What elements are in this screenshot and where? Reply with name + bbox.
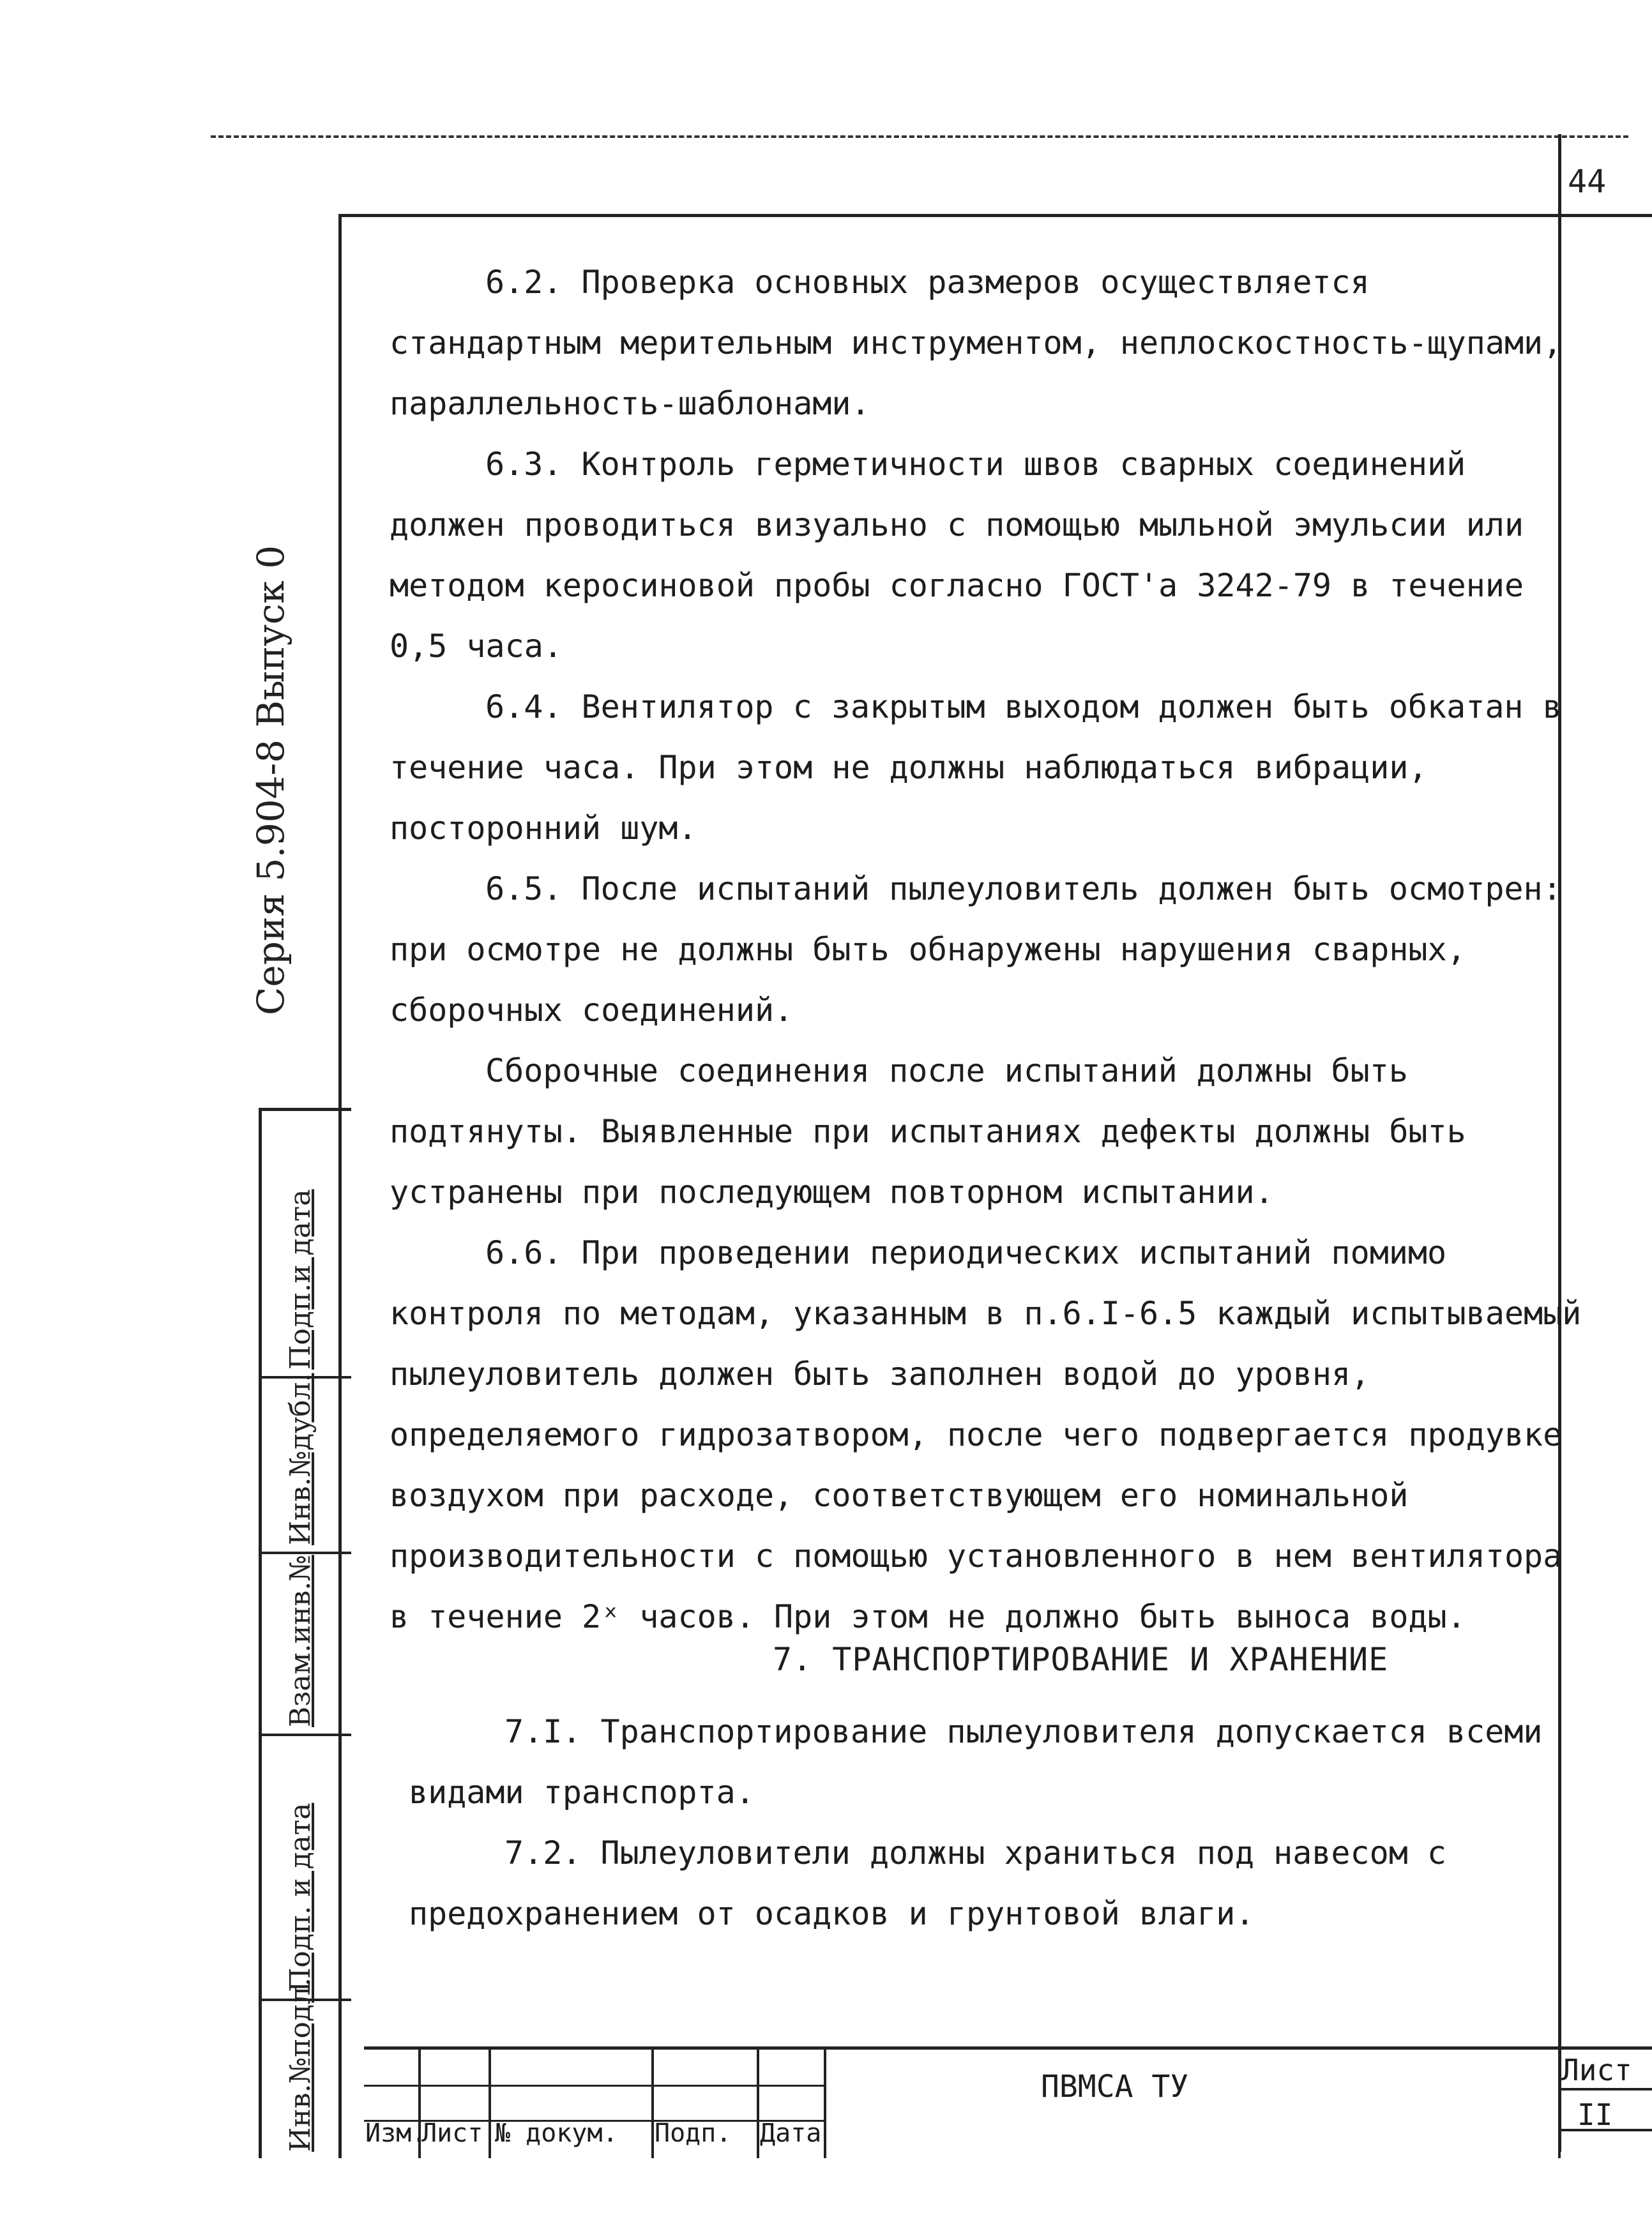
side-label-dup-inv: Инв.№дубл. xyxy=(284,1373,317,1545)
paragraph-7-2: 7.2. Пылеуловители должны храниться под навесом с предохранением от осадков и грунтовой влаги. xyxy=(409,1834,1447,1932)
stamp-col-date: Дата xyxy=(760,2119,822,2148)
stamp-col-sign: Подп. xyxy=(655,2119,732,2148)
page-number: 44 xyxy=(1568,163,1607,200)
document-code: ПВМСА ТУ xyxy=(1041,2069,1189,2105)
sheet-label: Лист xyxy=(1561,2053,1632,2087)
side-label-replace-inv: Взам.инв.№ xyxy=(284,1555,317,1727)
paragraph-6-4: 6.4. Вентилятор с закрытым выходом должен быть обкатан в течение часа. При этом не должны наблюдаться вибрации, посторонний шум. xyxy=(390,688,1562,847)
paragraph-assembly: Сборочные соединения после испытаний должны быть подтянуты. Выявленные при испытаниях дефекты должны быть устранены при последующем повторном испытании. xyxy=(390,1052,1466,1211)
side-label-sign-date: Подп.и дата xyxy=(284,1189,317,1370)
side-label-orig-inv: Инв.№подл. xyxy=(284,1977,317,2152)
stamp-col-line xyxy=(824,2050,826,2158)
stamp-col-line xyxy=(651,2050,654,2158)
sheet-number: II xyxy=(1577,2098,1613,2132)
paragraph-6-3: 6.3. Контроль герметичности швов сварных соединений должен проводиться визуально с помощью мыльной эмульсии или методом керосиновой пробы согласно ГОСТ'а 3242-79 в течение 0,5 часа. xyxy=(390,446,1524,665)
paragraph-6-6: 6.6. При проведении периодических испытаний помимо контроля по методам, указанным в п.6.I-6.5 каждый испытываемый пылеуловитель должен быть заполнен водой до уровня, определяемого гидрозатвором, после чего подвергается продувке воздухом при расходе, соответствующем его номинальной производительности с помощью установленного в нем вентилятора в течение 2ˣ часов. При этом не должно быть выноса воды. xyxy=(390,1234,1582,1635)
section-7-text xyxy=(409,1702,1596,1944)
side-label-sign-date-2: Подп. и дата xyxy=(284,1803,317,1992)
stamp-col-sheet: Лист xyxy=(421,2119,483,2148)
stamp-col-line xyxy=(757,2050,759,2158)
paragraph-6-5: 6.5. После испытаний пылеуловитель должен быть осмотрен: при осмотре не должны быть обнаружены нарушения сварных, сборочных соединений. xyxy=(390,870,1562,1029)
side-stamp-table xyxy=(259,1108,351,2158)
page-number-box xyxy=(1558,134,1652,217)
top-dashed-line xyxy=(211,135,1628,138)
section-6-text xyxy=(390,252,1590,1647)
stamp-col-doc: № докум. xyxy=(495,2119,618,2148)
stamp-col-change: Изм. xyxy=(365,2119,427,2148)
series-label: Серия 5.904-8 Выпуск 0 xyxy=(249,545,292,1015)
paragraph-7-1: 7.I. Транспортирование пылеуловителя допускается всеми видами транспорта. xyxy=(409,1713,1543,1811)
paragraph-6-2: 6.2. Проверка основных размеров осуществляется стандартным мерительным инструментом, неплоскостность-щупами, параллельность-шаблонами. xyxy=(390,264,1563,422)
section-7-heading: 7. ТРАНСПОРТИРОВАНИЕ И ХРАНЕНИЕ xyxy=(773,1641,1389,1678)
stamp-col-line xyxy=(489,2050,491,2158)
stamp-row-line xyxy=(364,2085,824,2087)
